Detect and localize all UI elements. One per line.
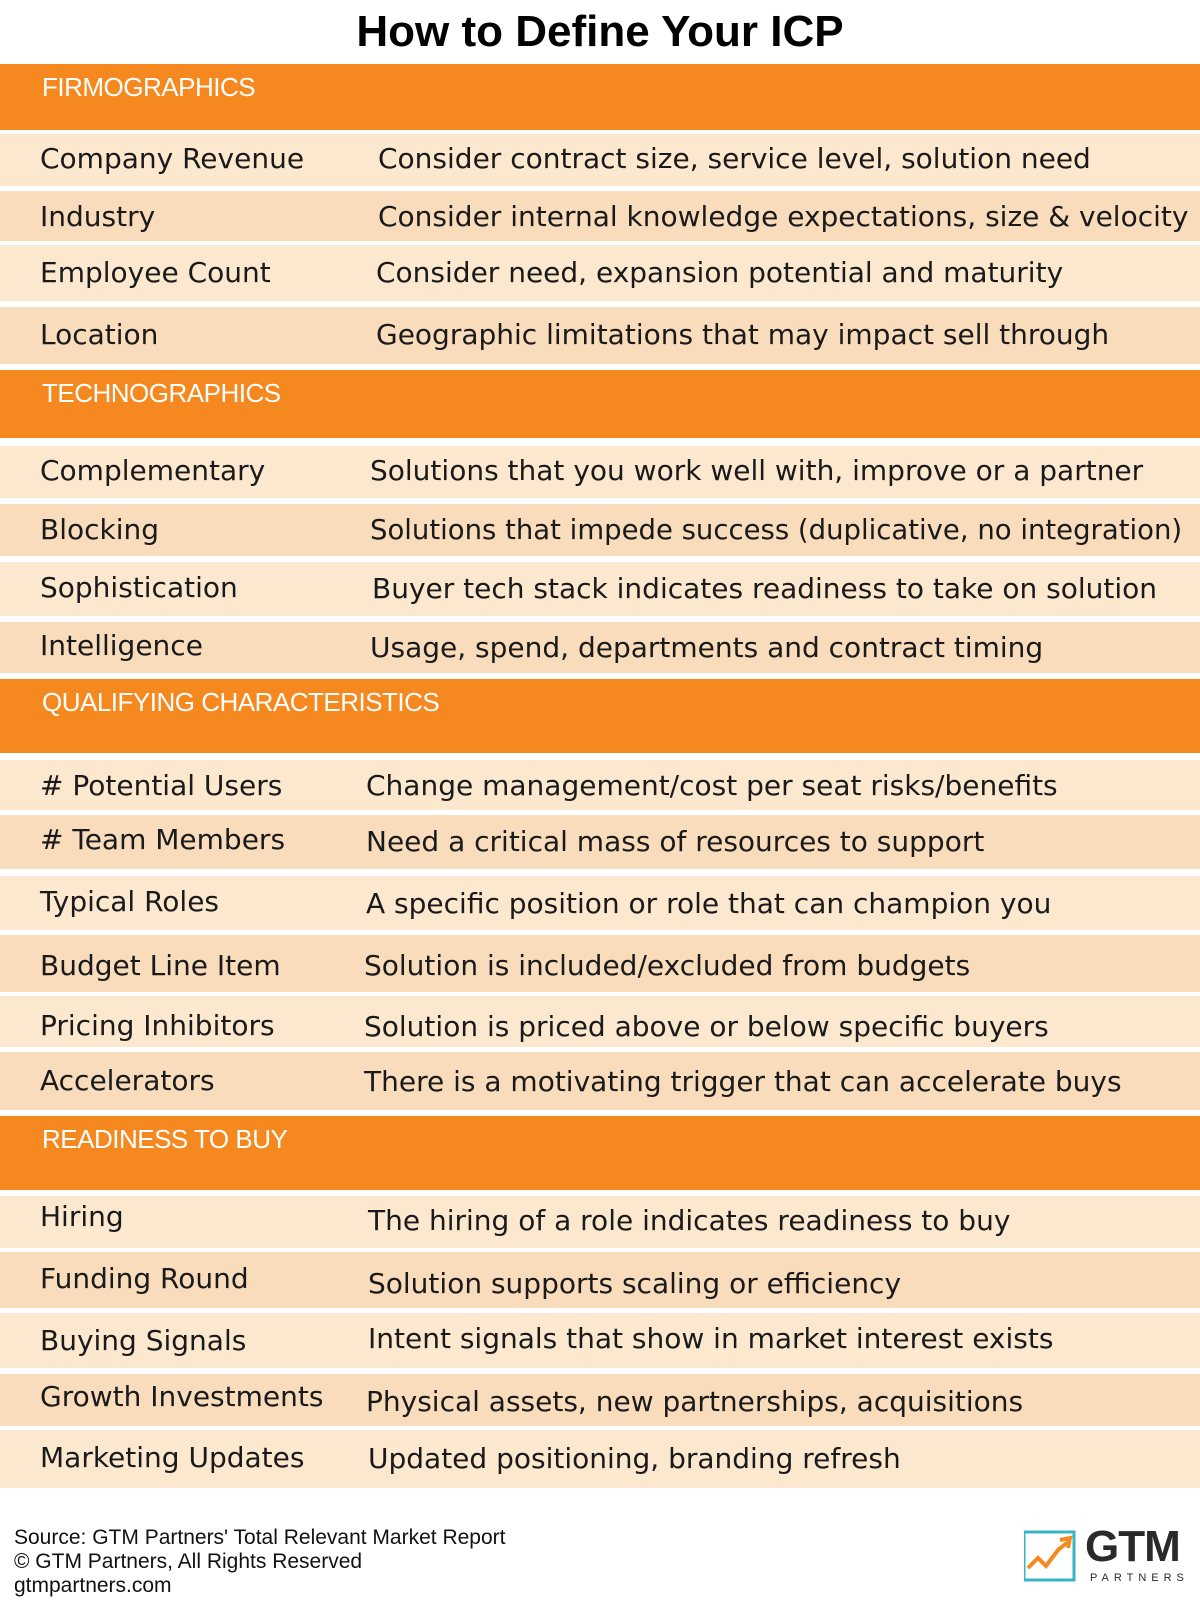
table-row [0,562,1200,616]
table-row [0,876,1200,930]
table-row [0,935,1200,992]
section-header [0,370,1200,438]
row-description: Solution supports scaling or efficiency [368,1267,902,1300]
row-description: Physical assets, new partnerships, acquisitions [366,1385,1024,1418]
source-note: Source: GTM Partners' Total Relevant Market Report [14,1526,506,1549]
table-row [0,504,1200,556]
row-label: Buying Signals [40,1324,247,1357]
row-description: Solutions that impede success (duplicative, no integration) [370,514,1183,546]
row-description: Need a critical mass of resources to support [366,825,985,858]
table-row [0,1196,1200,1248]
row-label: Employee Count [40,256,271,289]
table-row [0,1430,1200,1488]
row-description: Consider contract size, service level, solution need [378,142,1091,175]
row-label: Marketing Updates [40,1441,305,1474]
row-description: Solution is priced above or below specific buyers [364,1010,1049,1043]
row-label: # Potential Users [40,769,283,802]
page-title: How to Define Your ICP [356,7,844,56]
table-row [0,1374,1200,1426]
table-row [0,1252,1200,1308]
section-header-label: TECHNOGRAPHICS [42,378,281,408]
table-row [0,446,1200,498]
website-link[interactable]: gtmpartners.com [14,1574,172,1597]
row-label: Growth Investments [40,1380,324,1413]
section-header-label: FIRMOGRAPHICS [42,72,256,102]
footer [14,1526,505,1598]
row-label: Budget Line Item [40,949,281,982]
table-row [0,1313,1200,1368]
row-description: Solution is included/excluded from budgets [364,949,971,982]
section-header [0,64,1200,130]
table-row [0,191,1200,241]
table-row [0,1052,1200,1110]
copyright-note: © GTM Partners, All Rights Reserved [14,1550,363,1573]
row-description: Updated positioning, branding refresh [368,1442,901,1475]
row-description: Consider need, expansion potential and maturity [376,256,1064,289]
table-row [0,996,1200,1047]
row-description: Change management/cost per seat risks/benefits [366,769,1058,802]
row-label: Sophistication [40,571,238,604]
section-header [0,1116,1200,1190]
row-description: Intent signals that show in market interest exists [368,1322,1054,1355]
section-header-label: READINESS TO BUY [42,1124,288,1154]
section-header-label: QUALIFYING CHARACTERISTICS [42,687,440,717]
section-header [0,679,1200,753]
row-label: Company Revenue [40,142,305,175]
row-description: Buyer tech stack indicates readiness to take on solution [372,572,1157,605]
row-description: A specific position or role that can champion you [366,887,1052,920]
table-row [0,307,1200,364]
table-row [0,622,1200,673]
row-description: Consider internal knowledge expectations, size & velocity [378,200,1189,233]
row-label: Intelligence [40,629,203,662]
row-label: Pricing Inhibitors [40,1009,275,1042]
table-row [0,760,1200,810]
row-label: Industry [40,200,156,233]
row-description: Geographic limitations that may impact sell through [376,318,1110,351]
table-row [0,815,1200,869]
row-description: There is a motivating trigger that can accelerate buys [364,1065,1122,1098]
row-description: Solutions that you work well with, improve or a partner [370,454,1144,487]
logo-wordmark: GTM [1085,1522,1180,1571]
table-row [0,134,1200,186]
table-row [0,245,1200,301]
row-label: Typical Roles [40,885,220,918]
row-label: Blocking [40,513,160,546]
row-label: Funding Round [40,1262,249,1295]
row-description: Usage, spend, departments and contract timing [370,631,1044,664]
row-label: Location [40,318,159,351]
row-label: Complementary [40,454,266,487]
logo-subtitle: PARTNERS [1090,1572,1189,1584]
row-label: Accelerators [40,1064,215,1097]
row-label: Hiring [40,1200,124,1233]
row-label: # Team Members [40,823,286,856]
row-description: The hiring of a role indicates readiness to buy [368,1204,1011,1237]
